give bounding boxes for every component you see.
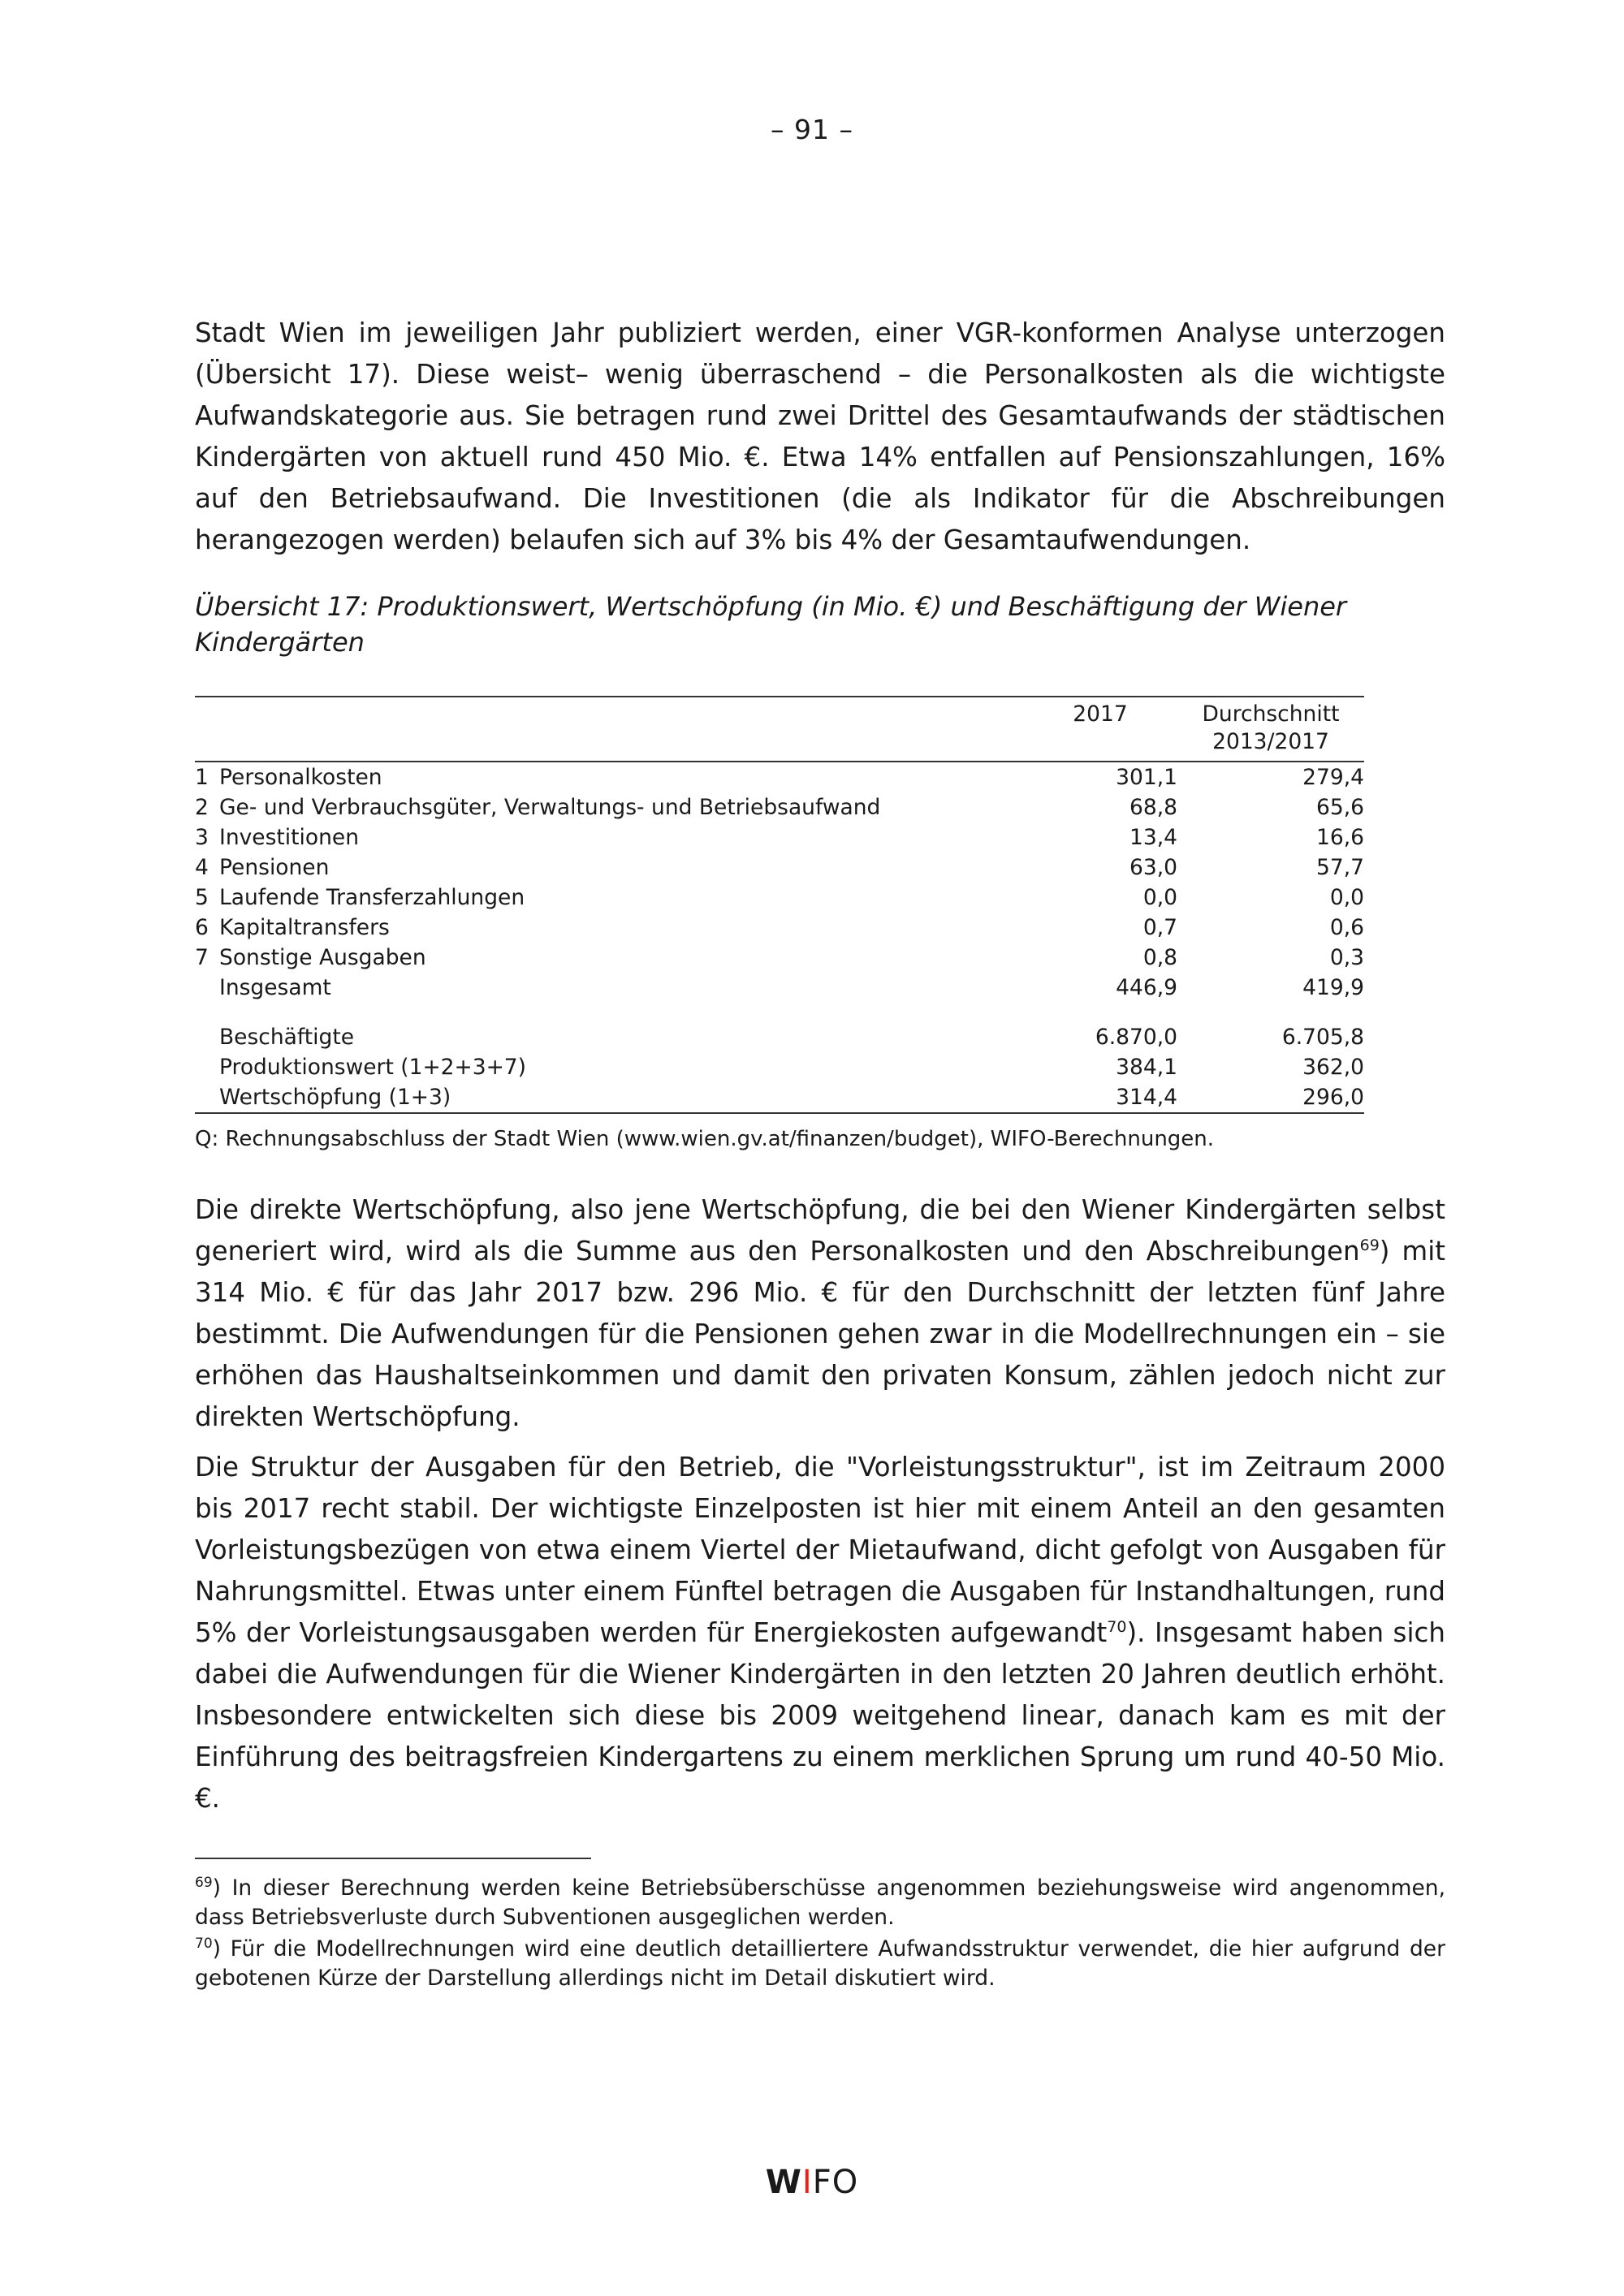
footnote-70 [195,1935,1445,1993]
table-row [195,1022,1364,1052]
row-label: Ge- und Verbrauchsgüter, Verwaltungs- und Betriebsaufwand [219,795,881,820]
row-number: 7 [195,945,209,970]
para3-text-before: Die Struktur der Ausgaben für den Betrieb, die "Vorleistungsstruktur", ist im Zeitraum 2000 bis 2017 recht stabil. Der wichtigste Einzelposten ist hier mit einem Anteil an den gesamten Vorleistungsbezügen von etwa einem Viertel der Mietaufwand, dicht gefolgt von Ausgaben für Nahrungsmittel. Etwas unter einem Fünftel betragen die Ausgaben für Instandhaltungen, rund 5% der Vorleistungsausgaben werden für Energiekosten aufgewandt [195,1452,1445,1648]
row-value-2017: 301,1 [1116,765,1177,790]
row-label: Investitionen [219,825,360,850]
table-spacer-row [195,1003,1364,1022]
para3-text-after: ). Insgesamt haben sich dabei die Aufwendungen für die Wiener Kindergärten in den letzten 20 Jahren deutlich erhöht. Insbesondere entwickelten sich diese bis 2009 weitgehend linear, danach kam es mit der Einführung des beitragsfreien Kindergartens zu einem merklichen Sprung um rund 40-50 Mio. €. [195,1617,1445,1814]
logo-part-fo: FO [812,2164,859,2201]
wifo-logo [0,2164,1624,2201]
row-label: Insgesamt [219,975,331,1000]
row-number: 2 [195,795,209,820]
row-label: Produktionswert (1+2+3+7) [219,1055,526,1080]
body-paragraph-1: Stadt Wien im jeweiligen Jahr publiziert werden, einer VGR-konformen Analyse unterzogen (Übersicht 17). Diese weist– wenig überraschend – die Personalkosten als die wichtigste Aufwandskategorie aus. Sie betragen rund zwei Drittel des Gesamtaufwands der städtischen Kindergärten von aktuell rund 450 Mio. €. Etwa 14% entfallen auf Pensionszahlungen, 16% auf den Betriebsaufwand. Die Investitionen (die als Indikator für die Abschreibungen herangezogen werden) belaufen sich auf 3% bis 4% der Gesamtaufwendungen. [195,317,1445,555]
table-row [195,852,1364,883]
row-label: Beschäftigte [219,1025,355,1050]
table-row [195,822,1364,852]
para2-text-before: Die direkte Wertschöpfung, also jene Wertschöpfung, die bei den Wiener Kindergärten selbst generiert wird, wird als die Summe aus den Personalkosten und den Abschreibungen [195,1194,1445,1267]
footnote-69 [195,1874,1445,1932]
row-value-2017: 63,0 [1129,855,1177,880]
page-number: – 91 – [771,114,853,145]
table-row [195,913,1364,943]
header-2017: 2017 [1073,701,1128,727]
table-row [195,1082,1364,1113]
row-value-average: 296,0 [1302,1085,1364,1110]
table-row [195,792,1364,822]
row-value-2017: 0,8 [1142,945,1177,970]
header-average [1177,697,1364,762]
row-value-2017: 68,8 [1129,795,1177,820]
row-number: 4 [195,855,209,880]
row-label: Sonstige Ausgaben [219,945,426,970]
row-value-2017: 6.870,0 [1095,1025,1177,1050]
row-number: 5 [195,885,209,910]
row-value-average: 6.705,8 [1281,1025,1364,1050]
table-row [195,973,1364,1003]
row-label: Wertschöpfung (1+3) [219,1085,451,1110]
para2-text-after: ) mit 314 Mio. € für das Jahr 2017 bzw. 296 Mio. € für den Durchschnitt der letzten fünf Jahre bestimmt. Die Aufwendungen für die Pensionen gehen zwar in die Modellrechnungen ein – sie erhöhen das Haushaltseinkommen und damit den privaten Konsum, zählen jedoch nicht zur direkten Wertschöpfung. [195,1236,1445,1432]
row-value-average: 0,3 [1329,945,1364,970]
row-number [195,973,219,1003]
row-value-2017: 0,7 [1142,915,1177,940]
row-label: Laufende Transferzahlungen [219,885,525,910]
table-row [195,762,1364,792]
table-row [195,943,1364,973]
table-caption: Übersicht 17: Produktionswert, Wertschöpfung (in Mio. €) und Beschäftigung der Wiener Kindergärten [195,591,1347,658]
header-average-line1: Durchschnitt [1202,701,1340,727]
row-value-2017: 384,1 [1116,1055,1177,1080]
row-label: Kapitaltransfers [219,915,390,940]
row-value-average: 57,7 [1315,855,1364,880]
row-label: Personalkosten [219,765,382,790]
row-value-2017: 446,9 [1116,975,1177,1000]
row-value-average: 362,0 [1302,1055,1364,1080]
footnote-70-text: ) Für die Modellrechnungen wird eine deutlich detailliertere Aufwandsstruktur verwendet, die hier aufgrund der gebotenen Kürze der Darstellung allerdings nicht im Detail diskutiert wird. [195,1936,1445,1991]
row-value-average: 419,9 [1302,975,1364,1000]
row-number: 1 [195,765,209,790]
table-header-row [195,697,1364,762]
table-source: Q: Rechnungsabschluss der Stadt Wien (www.wien.gv.at/finanzen/budget), WIFO-Berechnungen. [195,1127,1215,1151]
footnote-ref-70[interactable]: 70 [1107,1618,1127,1637]
row-value-2017: 314,4 [1116,1085,1177,1110]
logo-separator: I [801,2164,813,2201]
footnote-70-mark: 70 [195,1936,213,1953]
table-body-extra [195,1003,1364,1113]
overview-table [195,696,1364,1114]
row-value-average: 0,6 [1329,915,1364,940]
header-average-line2: 2013/2017 [1212,729,1329,754]
footnote-69-mark: 69 [195,1875,213,1892]
logo-part-w: W [765,2164,802,2201]
body-paragraph-2 [195,1189,1445,1438]
row-number: 3 [195,825,209,850]
body-paragraph-3 [195,1447,1445,1819]
table-row [195,1052,1364,1082]
row-value-average: 0,0 [1329,885,1364,910]
row-value-average: 16,6 [1315,825,1364,850]
row-label: Pensionen [219,855,330,880]
row-number: 6 [195,915,209,940]
table-row [195,883,1364,913]
footnote-separator [195,1858,591,1859]
table-body-main [195,762,1364,1003]
footnote-ref-69[interactable]: 69 [1359,1236,1380,1255]
row-value-2017: 13,4 [1129,825,1177,850]
footnote-69-text: ) In dieser Berechnung werden keine Betriebsüberschüsse angenommen beziehungsweise wird angenommen, dass Betriebsverluste durch Subventionen ausgeglichen werden. [195,1875,1445,1930]
row-value-average: 65,6 [1315,795,1364,820]
row-value-average: 279,4 [1302,765,1364,790]
row-value-2017: 0,0 [1142,885,1177,910]
